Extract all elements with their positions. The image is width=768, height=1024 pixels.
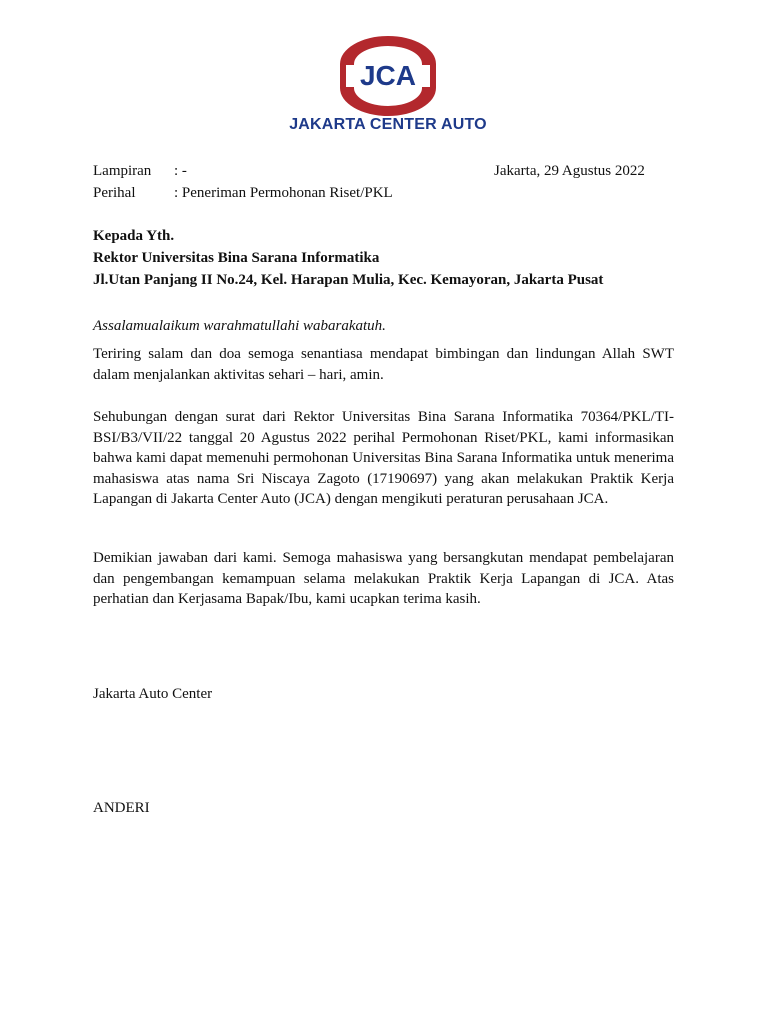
recipient-salutation: Kepada Yth. [93, 228, 175, 244]
lampiran-label: Lampiran [93, 163, 152, 179]
paragraph-main: Sehubungan dengan surat dari Rektor Universitas Bina Sarana Informatika 70364/PKL/TI-BSI/B3/VII/22 tanggal 20 Agustus 2022 perihal Permohonan Riset/PKL, kami informasikan bahwa kami dapat memenuhi permohonan Universitas Bina Sarana Informatika untuk menerima mahasiswa atas nama Sri Niscaya Zagoto (17190697) yang akan melakukan Praktik Kerja Lapangan di Jakarta Center Auto (JCA) dengan mengikuti peraturan perusahaan JCA. [93, 409, 674, 507]
company-logo [288, 36, 488, 140]
paragraph-opening: Teriring salam dan doa semoga senantiasa mendapat bimbingan dan lindungan Allah SWT dalam menjalankan aktivitas sehari – hari, amin. [93, 346, 674, 383]
place-date: Jakarta, 29 Agustus 2022 [494, 163, 645, 179]
perihal-value: : Peneriman Permohonan Riset/PKL [174, 185, 393, 201]
signature-organization: Jakarta Auto Center [93, 686, 213, 702]
lampiran-value: : - [174, 163, 187, 179]
recipient-address: Jl.Utan Panjang II No.24, Kel. Harapan Mulia, Kec. Kemayoran, Jakarta Pusat [93, 272, 604, 288]
logo-emblem [288, 36, 488, 116]
logo-initials: JCA [359, 60, 417, 91]
paragraph-closing: Demikian jawaban dari kami. Semoga mahasiswa yang bersangkutan mendapat pembelajaran dan pengembangan kemampuan selama melakukan Praktik Kerja Lapangan di JCA. Atas perhatian dan Kerjasama Bapak/Ibu, kami ucapkan terima kasih. [93, 550, 674, 607]
perihal-label: Perihal [93, 185, 136, 201]
greeting: Assalamualaikum warahmatullahi wabarakatuh. [93, 318, 386, 334]
logo-company-name: JAKARTA CENTER AUTO [289, 116, 487, 133]
signature-signer: ANDERI [93, 800, 150, 816]
recipient-name: Rektor Universitas Bina Sarana Informatika [93, 250, 380, 266]
